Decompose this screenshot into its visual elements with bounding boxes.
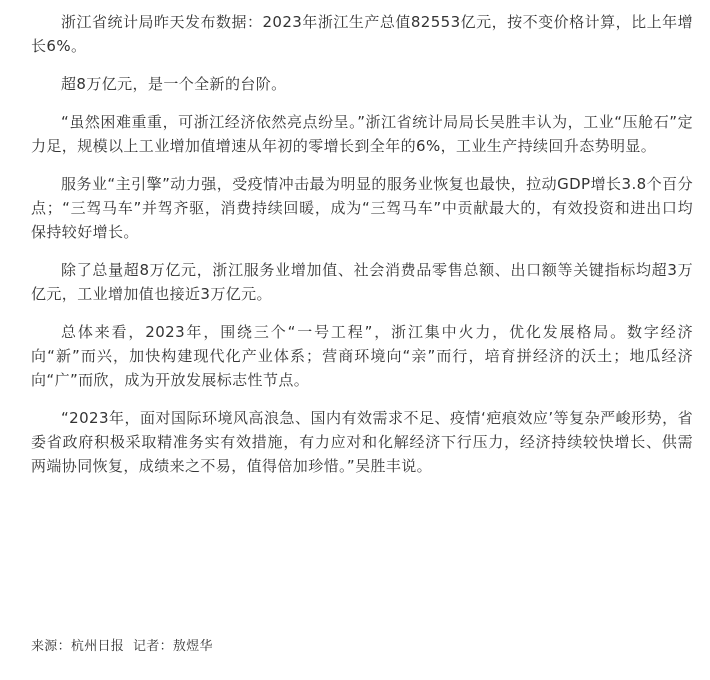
source-label: 来源：: [31, 639, 71, 654]
source-outlet: 杭州日报: [70, 639, 125, 654]
paragraph-5: 除了总量超8万亿元，浙江服务业增加值、社会消费品零售总额、出口额等关键指标均超3万亿元，工业增加值也接近3万亿元。: [31, 261, 693, 303]
reporter-label: 记者：: [132, 639, 173, 654]
paragraph-2: 超8万亿元，是一个全新的台阶。: [61, 75, 287, 93]
paragraph-6: 总体来看，2023年，围绕三个“一号工程”，浙江集中火力，优化发展格局。数字经济向“新”而兴，加快构建现代化产业体系；营商环境向“亲”而行，培育拼经济的沃土；地瓜经济向“广”而欣，成为开放发展标志性节点。: [31, 323, 693, 389]
paragraph-3: “虽然困难重重，可浙江经济依然亮点纷呈。”浙江省统计局局长吴胜丰认为，工业“压舱石”定力足，规模以上工业增加值增速从年初的零增长到全年的6%，工业生产持续回升态势明显。: [31, 113, 693, 155]
reporter-name: 敖煜华: [172, 639, 213, 654]
article-body: [31, 10, 693, 492]
paragraph-7: “2023年，面对国际环境风高浪急、国内有效需求不足、疫情‘疤痕效应’等复杂严峻形势，省委省政府积极采取精准务实有效措施，有力应对和化解经济下行压力，经济持续较快增长、供需两端协同恢复，成绩来之不易，值得倍加珍惜。”吴胜丰说。: [31, 409, 693, 475]
paragraph-1: 浙江省统计局昨天发布数据：2023年浙江生产总值82553亿元，按不变价格计算，比上年增长6%。: [31, 13, 693, 55]
paragraph-4: 服务业“主引擎”动力强，受疫情冲击最为明显的服务业恢复也最快，拉动GDP增长3.8个百分点；“三驾马车”并驾齐驱，消费持续回暖，成为“三驾马车”中贡献最大的，有效投资和进出口均保持较好增长。: [31, 175, 693, 241]
source-line: [31, 637, 213, 657]
